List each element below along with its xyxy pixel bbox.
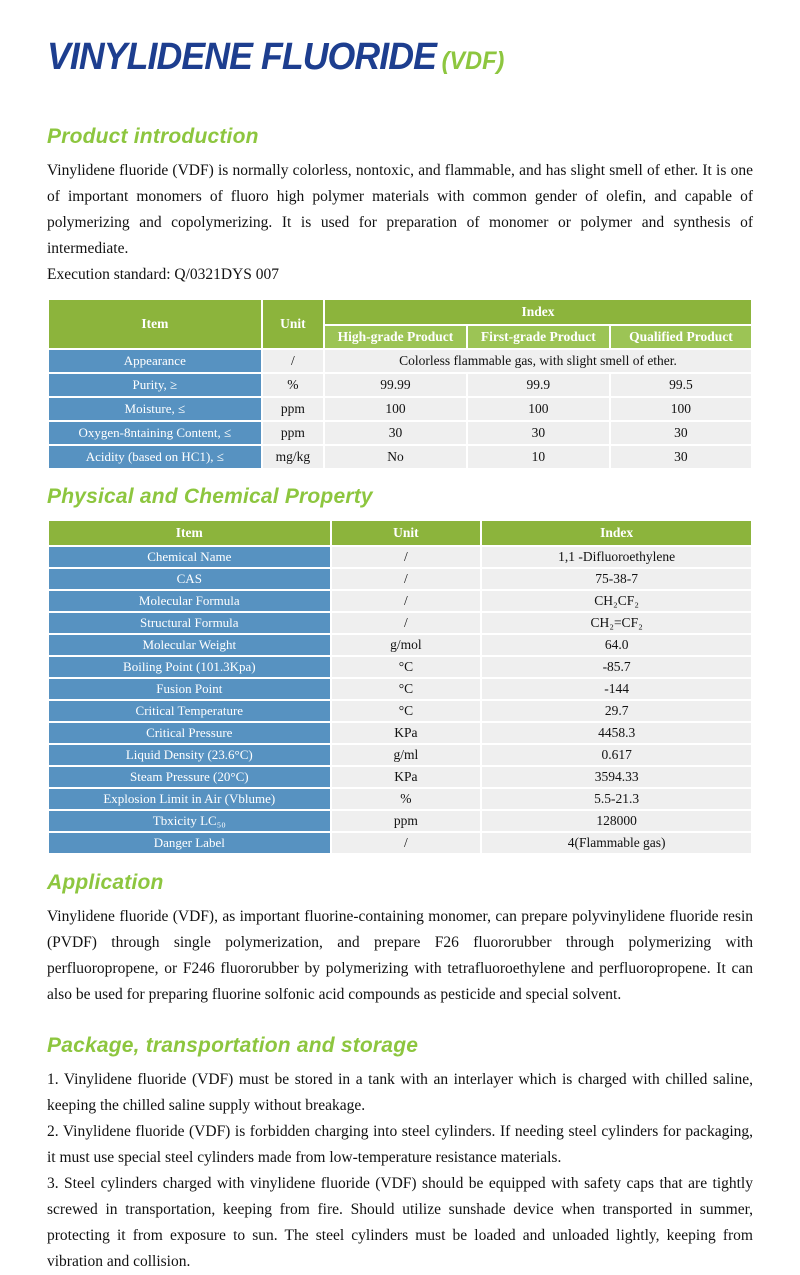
table-row	[49, 723, 751, 743]
spec-value-cell: 10	[468, 446, 609, 468]
property-value-cell: 0.617	[482, 745, 751, 765]
property-header-row	[49, 521, 751, 545]
property-table	[47, 519, 753, 855]
spec-value-cell: Colorless flammable gas, with slight smell of ether.	[325, 350, 751, 372]
property-value-cell: 4458.3	[482, 723, 751, 743]
table-row	[49, 833, 751, 853]
table-row	[49, 398, 751, 420]
spec-col-unit: Unit	[263, 300, 323, 348]
property-unit-cell: g/ml	[332, 745, 481, 765]
property-unit-cell: °C	[332, 701, 481, 721]
property-value-cell: 128000	[482, 811, 751, 831]
property-value-cell: 29.7	[482, 701, 751, 721]
property-value-cell: 64.0	[482, 635, 751, 655]
property-value-cell: 1,1 -Difluoroethylene	[482, 547, 751, 567]
spec-unit-cell: /	[263, 350, 323, 372]
property-item-cell: CAS	[49, 569, 330, 589]
intro-paragraph: Vinylidene fluoride (VDF) is normally colorless, nontoxic, and flammable, and has slight smell of ether. It is one of important monomers of fluoro high polymer materials with common gender of olefin, and capable of polymerizing and copolymerizing. It is used for preparation of monomer or polymer and synthesis of intermediate.	[47, 162, 753, 257]
spec-value-cell: 30	[325, 422, 466, 444]
property-value-cell: -85.7	[482, 657, 751, 677]
table-row	[49, 679, 751, 699]
property-unit-cell: /	[332, 569, 481, 589]
property-unit-cell: /	[332, 613, 481, 633]
spec-col-index: Index	[325, 300, 751, 324]
section-heading-package-transportation-storage: Package, transportation and storage	[47, 1034, 419, 1057]
spec-value-cell: 99.9	[468, 374, 609, 396]
package-item-1: 1. Vinylidene fluoride (VDF) must be stored in a tank with an interlayer which is charged with chilled saline, keeping the chilled saline supply without breakage.	[47, 1071, 753, 1114]
spec-header-row	[49, 300, 751, 324]
property-item-cell: Explosion Limit in Air (Vblume)	[49, 789, 330, 809]
spec-value-cell: 30	[611, 446, 751, 468]
spec-item-cell: Appearance	[49, 350, 261, 372]
section-heading-physical-chemical-property: Physical and Chemical Property	[47, 485, 373, 508]
package-item-3: 3. Steel cylinders charged with vinylidene fluoride (VDF) should be equipped with safety caps that are tightly screwed in transportation, keeping from fire. Should utilize sunshade device when transported in summer, protecting it from exposure to sun. The steel cylinders must be loaded and unloaded lightly, keeping from vibration and collision.	[47, 1175, 753, 1270]
property-item-cell: Critical Pressure	[49, 723, 330, 743]
property-item-cell: Danger Label	[49, 833, 330, 853]
property-unit-cell: KPa	[332, 767, 481, 787]
property-value-cell: CH₂=CF₂	[482, 613, 751, 633]
spec-value-cell: 30	[468, 422, 609, 444]
property-unit-cell: %	[332, 789, 481, 809]
execution-standard: Execution standard: Q/0321DYS 007	[47, 266, 280, 283]
property-item-cell: Tbxicity LC₅₀	[49, 811, 330, 831]
table-row	[49, 374, 751, 396]
property-value-cell: CH₂CF₂	[482, 591, 751, 611]
property-item-cell: Molecular Formula	[49, 591, 330, 611]
property-item-cell: Fusion Point	[49, 679, 330, 699]
spec-item-cell: Acidity (based on HC1), ≤	[49, 446, 261, 468]
spec-col-high-grade: High-grade Product	[325, 326, 466, 348]
section-heading-product-introduction: Product introduction	[47, 125, 259, 148]
table-row	[49, 811, 751, 831]
property-unit-cell: /	[332, 833, 481, 853]
spec-col-first-grade: First-grade Product	[468, 326, 609, 348]
spec-value-cell: 30	[611, 422, 751, 444]
property-item-cell: Boiling Point (101.3Kpa)	[49, 657, 330, 677]
table-row	[49, 350, 751, 372]
spec-value-cell: 99.5	[611, 374, 751, 396]
spec-item-cell: Oxygen-8ntaining Content, ≤	[49, 422, 261, 444]
table-row	[49, 789, 751, 809]
spec-col-qualified: Qualified Product	[611, 326, 751, 348]
spec-col-item: Item	[49, 300, 261, 348]
table-row	[49, 767, 751, 787]
spec-unit-cell: ppm	[263, 398, 323, 420]
property-value-cell: 3594.33	[482, 767, 751, 787]
property-unit-cell: °C	[332, 679, 481, 699]
property-item-cell: Structural Formula	[49, 613, 330, 633]
property-unit-cell: °C	[332, 657, 481, 677]
property-value-cell: 4(Flammable gas)	[482, 833, 751, 853]
property-item-cell: Chemical Name	[49, 547, 330, 567]
property-unit-cell: g/mol	[332, 635, 481, 655]
property-value-cell: -144	[482, 679, 751, 699]
property-value-cell: 75-38-7	[482, 569, 751, 589]
property-item-cell: Steam Pressure (20°C)	[49, 767, 330, 787]
property-item-cell: Critical Temperature	[49, 701, 330, 721]
page-title	[47, 36, 504, 79]
property-unit-cell: /	[332, 547, 481, 567]
table-row	[49, 446, 751, 468]
spec-unit-cell: mg/kg	[263, 446, 323, 468]
table-row	[49, 547, 751, 567]
table-row	[49, 745, 751, 765]
section-heading-application: Application	[47, 871, 164, 894]
table-row	[49, 657, 751, 677]
property-item-cell: Liquid Density (23.6°C)	[49, 745, 330, 765]
table-row	[49, 422, 751, 444]
property-item-cell: Molecular Weight	[49, 635, 330, 655]
spec-unit-cell: ppm	[263, 422, 323, 444]
spec-unit-cell: %	[263, 374, 323, 396]
table-row	[49, 591, 751, 611]
spec-value-cell: 100	[468, 398, 609, 420]
property-value-cell: 5.5-21.3	[482, 789, 751, 809]
table-row	[49, 635, 751, 655]
property-col-index: Index	[482, 521, 751, 545]
spec-value-cell: 99.99	[325, 374, 466, 396]
spec-value-cell: 100	[611, 398, 751, 420]
property-col-unit: Unit	[332, 521, 481, 545]
table-row	[49, 569, 751, 589]
page-title-main: VINYLIDENE FLUORIDE	[47, 36, 436, 78]
table-row	[49, 613, 751, 633]
spec-item-cell: Moisture, ≤	[49, 398, 261, 420]
page-title-suffix: (VDF)	[441, 47, 505, 75]
spec-item-cell: Purity, ≥	[49, 374, 261, 396]
property-unit-cell: /	[332, 591, 481, 611]
spec-value-cell: No	[325, 446, 466, 468]
property-col-item: Item	[49, 521, 330, 545]
spec-table	[47, 298, 753, 470]
spec-value-cell: 100	[325, 398, 466, 420]
table-row	[49, 701, 751, 721]
application-paragraph: Vinylidene fluoride (VDF), as important fluorine-containing monomer, can prepare polyvinylidene fluoride resin (PVDF) through single polymerization, and prepare F26 fluororubber through polymerizing with perfluoropropene, or F246 fluororubber by polymerizing with tetrafluoroethylene and perfluoropropene. It can also be used for preparing fluorine solfonic acid compounds as pesticide and special solvent.	[47, 908, 753, 1003]
property-unit-cell: ppm	[332, 811, 481, 831]
package-item-2: 2. Vinylidene fluoride (VDF) is forbidden charging into steel cylinders. If needing steel cylinders for packaging, it must use special steel cylinders made from low-temperature resistance materials.	[47, 1123, 753, 1166]
property-unit-cell: KPa	[332, 723, 481, 743]
